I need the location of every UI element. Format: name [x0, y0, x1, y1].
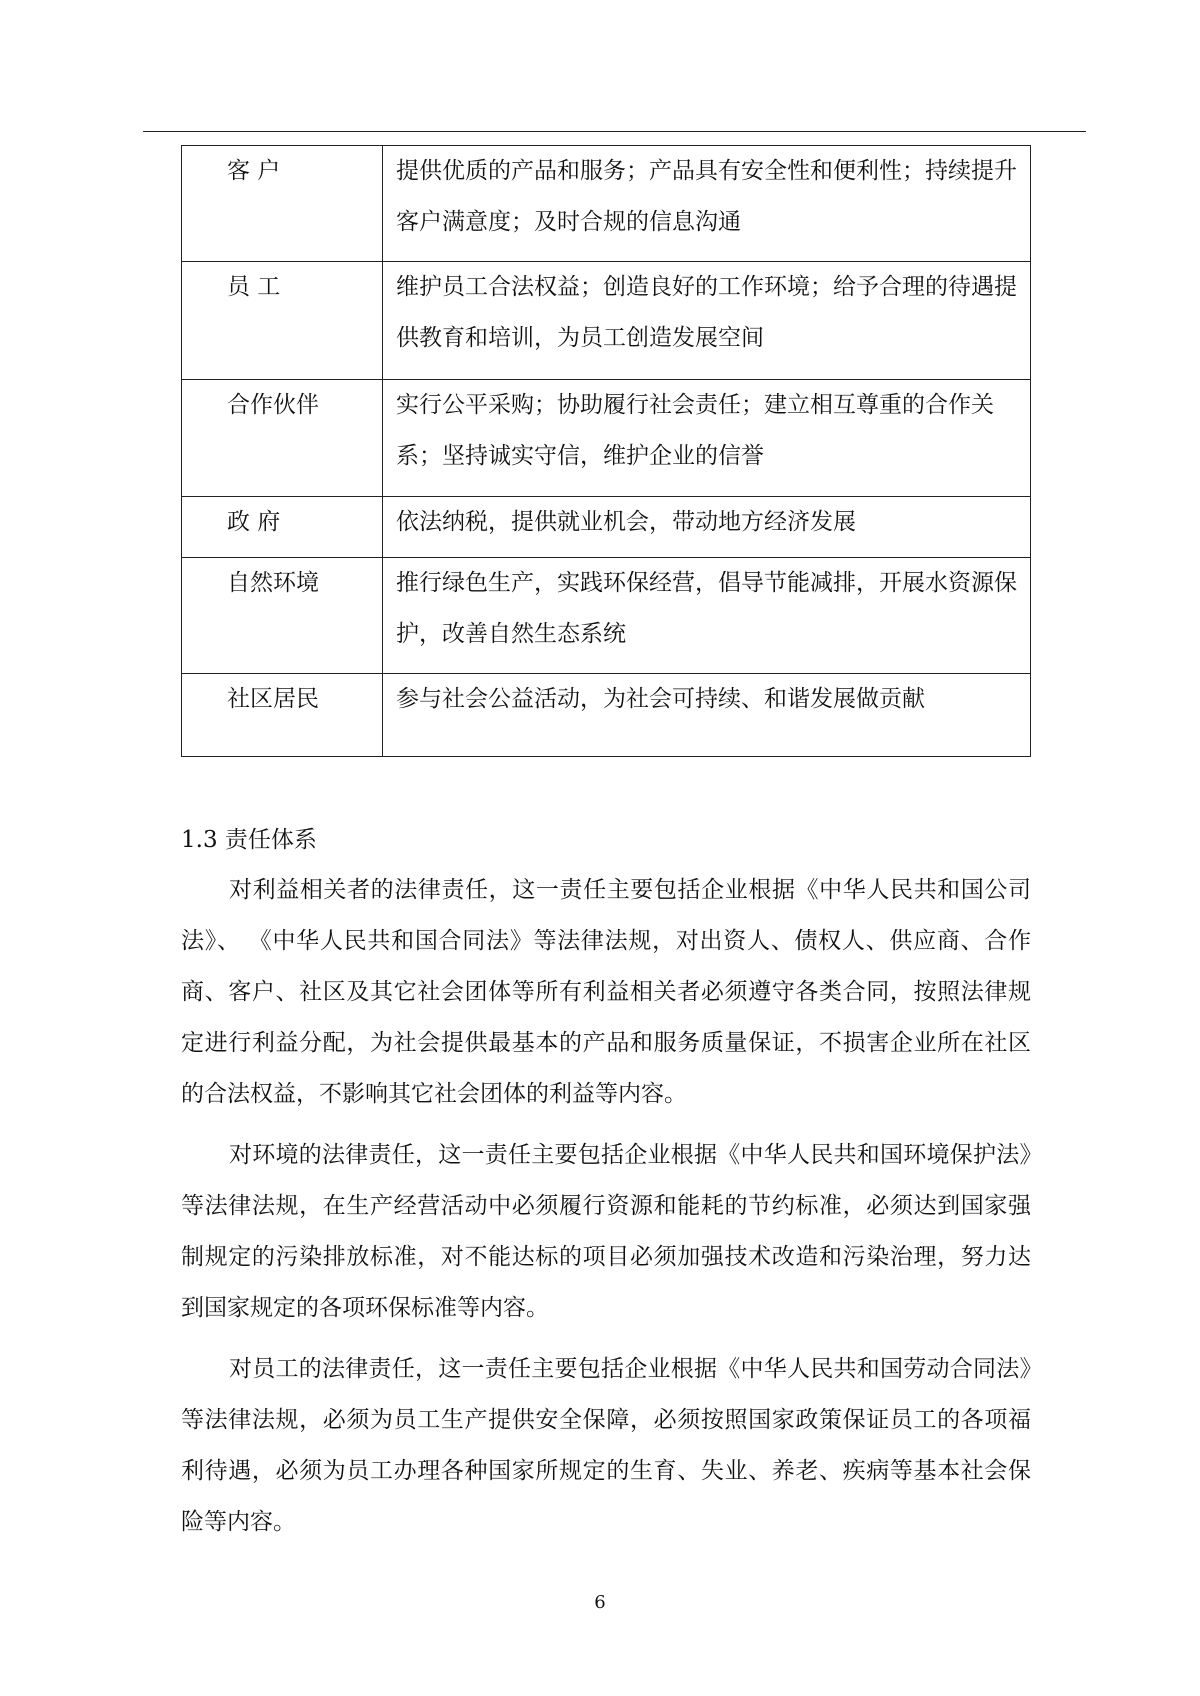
table-row — [182, 262, 1031, 380]
page-number: 6 — [594, 1592, 606, 1613]
stakeholder-table — [181, 145, 1031, 757]
table-row — [182, 674, 1031, 757]
stakeholder-name: 客 户 — [182, 146, 383, 262]
stakeholder-description: 维护员工合法权益；创造良好的工作环境；给予合理的待遇提供教育和培训，为员工创造发展空间 — [383, 262, 1031, 380]
stakeholder-name: 社区居民 — [182, 674, 383, 757]
table-row — [182, 146, 1031, 262]
stakeholder-description: 推行绿色生产，实践环保经营，倡导节能减排，开展水资源保护，改善自然生态系统 — [383, 558, 1031, 674]
table-row — [182, 497, 1031, 558]
table-row — [182, 558, 1031, 674]
header-rule — [143, 131, 1086, 132]
paragraph: 对利益相关者的法律责任，这一责任主要包括企业根据《中华人民共和国公司法》、 《中华人民共和国合同法》等法律法规，对出资人、债权人、供应商、合作商、客户、社区及其它社会团体等所有利益相关者必须遵守各类合同，按照法律规定进行利益分配，为社会提供最基本的产品和服务质量保证，不损害企业所在社区的合法权益，不影响其它社会团体的利益等内容。 — [181, 877, 1031, 1107]
stakeholder-description: 提供优质的产品和服务；产品具有安全性和便利性；持续提升客户满意度；及时合规的信息沟通 — [383, 146, 1031, 262]
section-heading: 1.3 责任体系 — [181, 827, 317, 853]
stakeholder-name: 员 工 — [182, 262, 383, 380]
stakeholder-name: 合作伙伴 — [182, 380, 383, 497]
stakeholder-description: 实行公平采购；协助履行社会责任；建立相互尊重的合作关系；坚持诚实守信，维护企业的信誉 — [383, 380, 1031, 497]
body-text — [181, 865, 1031, 1558]
stakeholder-name: 政 府 — [182, 497, 383, 558]
table-row — [182, 380, 1031, 497]
stakeholder-name: 自然环境 — [182, 558, 383, 674]
paragraph: 对环境的法律责任，这一责任主要包括企业根据《中华人民共和国环境保护法》等法律法规，在生产经营活动中必须履行资源和能耗的节约标准，必须达到国家强制规定的污染排放标准，对不能达标的项目必须加强技术改造和污染治理，努力达到国家规定的各项环保标准等内容。 — [181, 1142, 1031, 1321]
paragraph: 对员工的法律责任，这一责任主要包括企业根据《中华人民共和国劳动合同法》等法律法规，必须为员工生产提供安全保障，必须按照国家政策保证员工的各项福利待遇，必须为员工办理各种国家所规定的生育、失业、养老、疾病等基本社会保险等内容。 — [181, 1356, 1031, 1535]
stakeholder-description: 参与社会公益活动，为社会可持续、和谐发展做贡献 — [383, 674, 1031, 757]
stakeholder-description: 依法纳税，提供就业机会，带动地方经济发展 — [383, 497, 1031, 558]
